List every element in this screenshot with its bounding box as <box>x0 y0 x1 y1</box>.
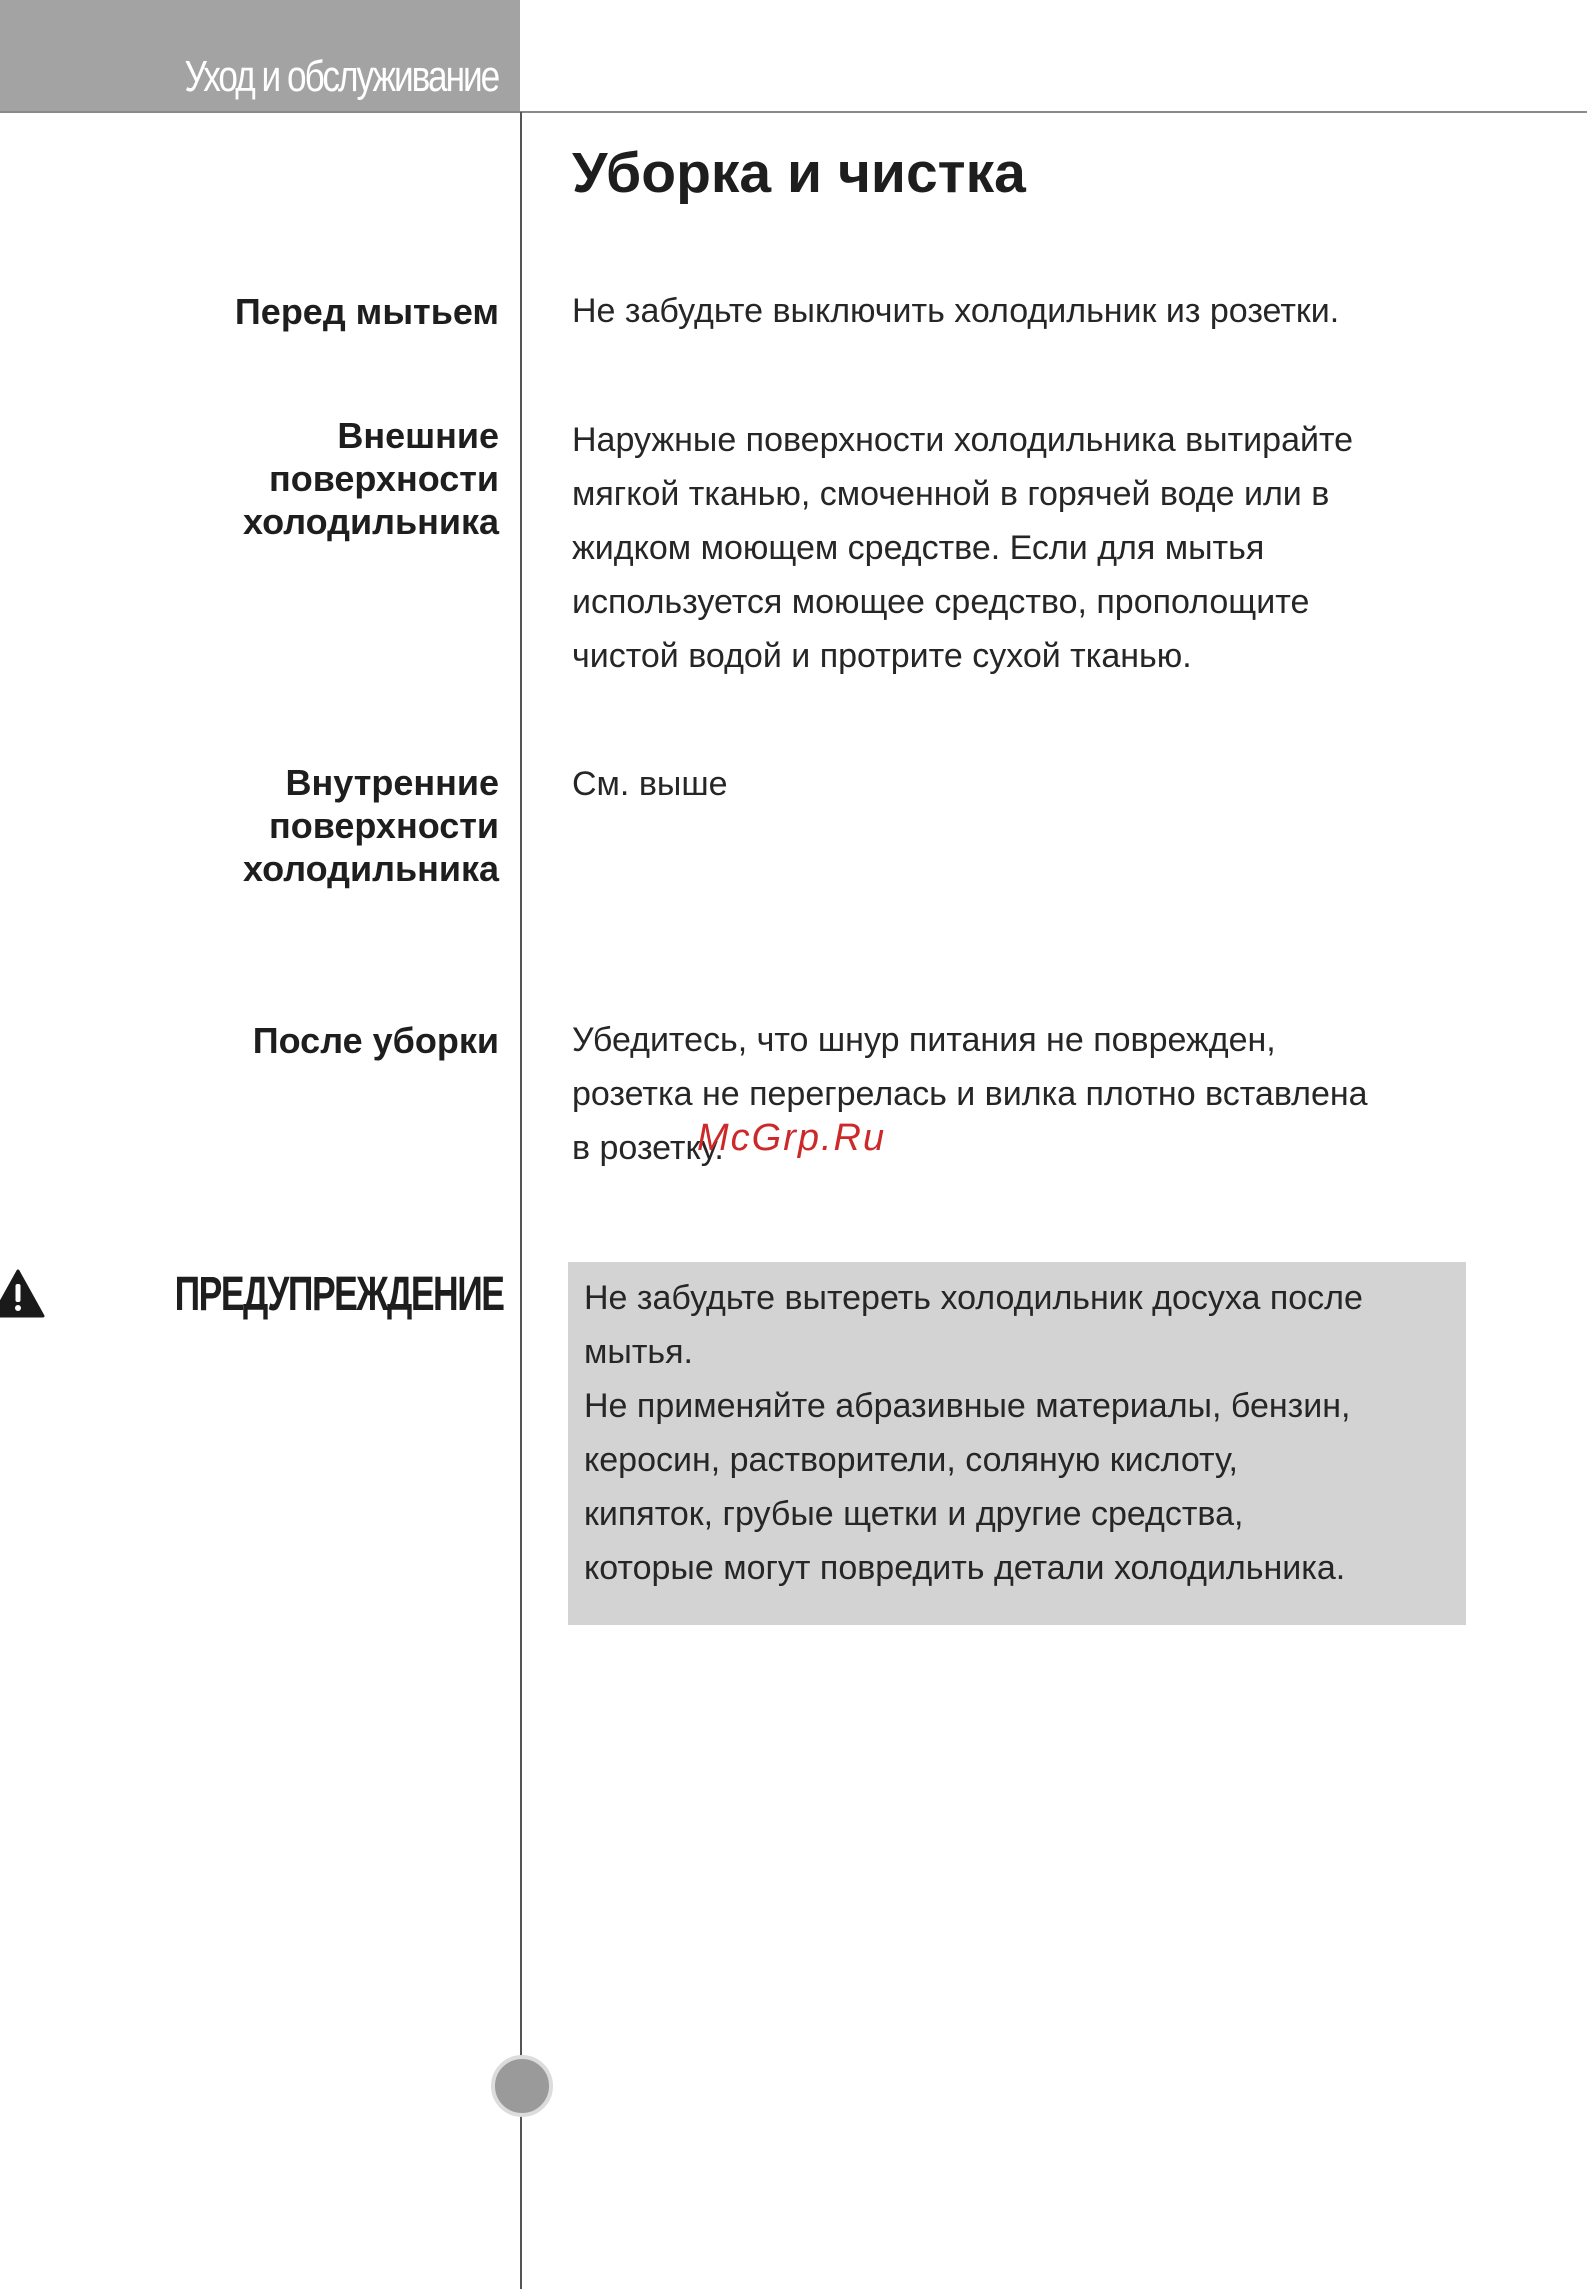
label-line: Внутренние <box>285 762 499 803</box>
warning-line: Не применяйте абразивные материалы, бензин, <box>584 1387 1351 1425</box>
warning-box <box>568 1262 1466 1625</box>
label-line: После уборки <box>252 1020 499 1061</box>
text-interior <box>572 757 1472 811</box>
warning-label <box>0 1262 503 1326</box>
text-line: розетка не перегрелась и вилка плотно вставлена <box>572 1075 1368 1113</box>
text-line: См. выше <box>572 765 728 803</box>
warning-triangle-icon <box>0 1269 45 1319</box>
warning-line: керосин, растворители, соляную кислоту, <box>584 1441 1238 1479</box>
vertical-rule <box>520 112 522 2289</box>
warning-title: ПРЕДУПРЕЖДЕНИЕ <box>174 1267 503 1321</box>
text-line: в розетку. <box>572 1129 724 1167</box>
text-line: Убедитесь, что шнур питания не поврежден, <box>572 1021 1276 1059</box>
label-after-cleaning <box>253 1019 499 1062</box>
label-line: поверхности <box>269 458 499 499</box>
text-exterior <box>572 413 1472 683</box>
label-interior <box>243 761 499 890</box>
text-line: мягкой тканью, смоченной в горячей воде или в <box>572 475 1330 513</box>
label-line: холодильника <box>242 501 499 542</box>
text-line: Наружные поверхности холодильника вытирайте <box>572 421 1354 459</box>
label-line: Перед мытьем <box>234 291 499 332</box>
warning-line: Не забудьте вытереть холодильник досуха после <box>584 1279 1363 1317</box>
text-before-washing <box>572 284 1472 338</box>
page-marker <box>491 2055 553 2117</box>
warning-line: которые могут повредить детали холодильника. <box>584 1549 1346 1587</box>
watermark: McGrp.Ru <box>697 1117 887 1159</box>
text-line: используется моющее средство, прополощите <box>572 583 1310 621</box>
label-exterior <box>243 414 499 543</box>
label-line: Внешние <box>337 415 499 456</box>
warning-line: мытья. <box>584 1333 693 1371</box>
text-line: чистой водой и протрите сухой тканью. <box>572 637 1192 675</box>
text-line: жидком моющем средстве. Если для мытья <box>572 529 1265 567</box>
label-line: поверхности <box>269 805 499 846</box>
text-line: Не забудьте выключить холодильник из розетки. <box>572 292 1340 330</box>
page-title: Уборка и чистка <box>572 141 1026 205</box>
top-rule <box>0 111 1587 113</box>
label-line: холодильника <box>242 848 499 889</box>
section-title: Уход и обслуживание <box>184 52 498 101</box>
header-tab <box>0 0 520 112</box>
warning-line: кипяток, грубые щетки и другие средства, <box>584 1495 1244 1533</box>
label-before-washing <box>235 290 499 333</box>
